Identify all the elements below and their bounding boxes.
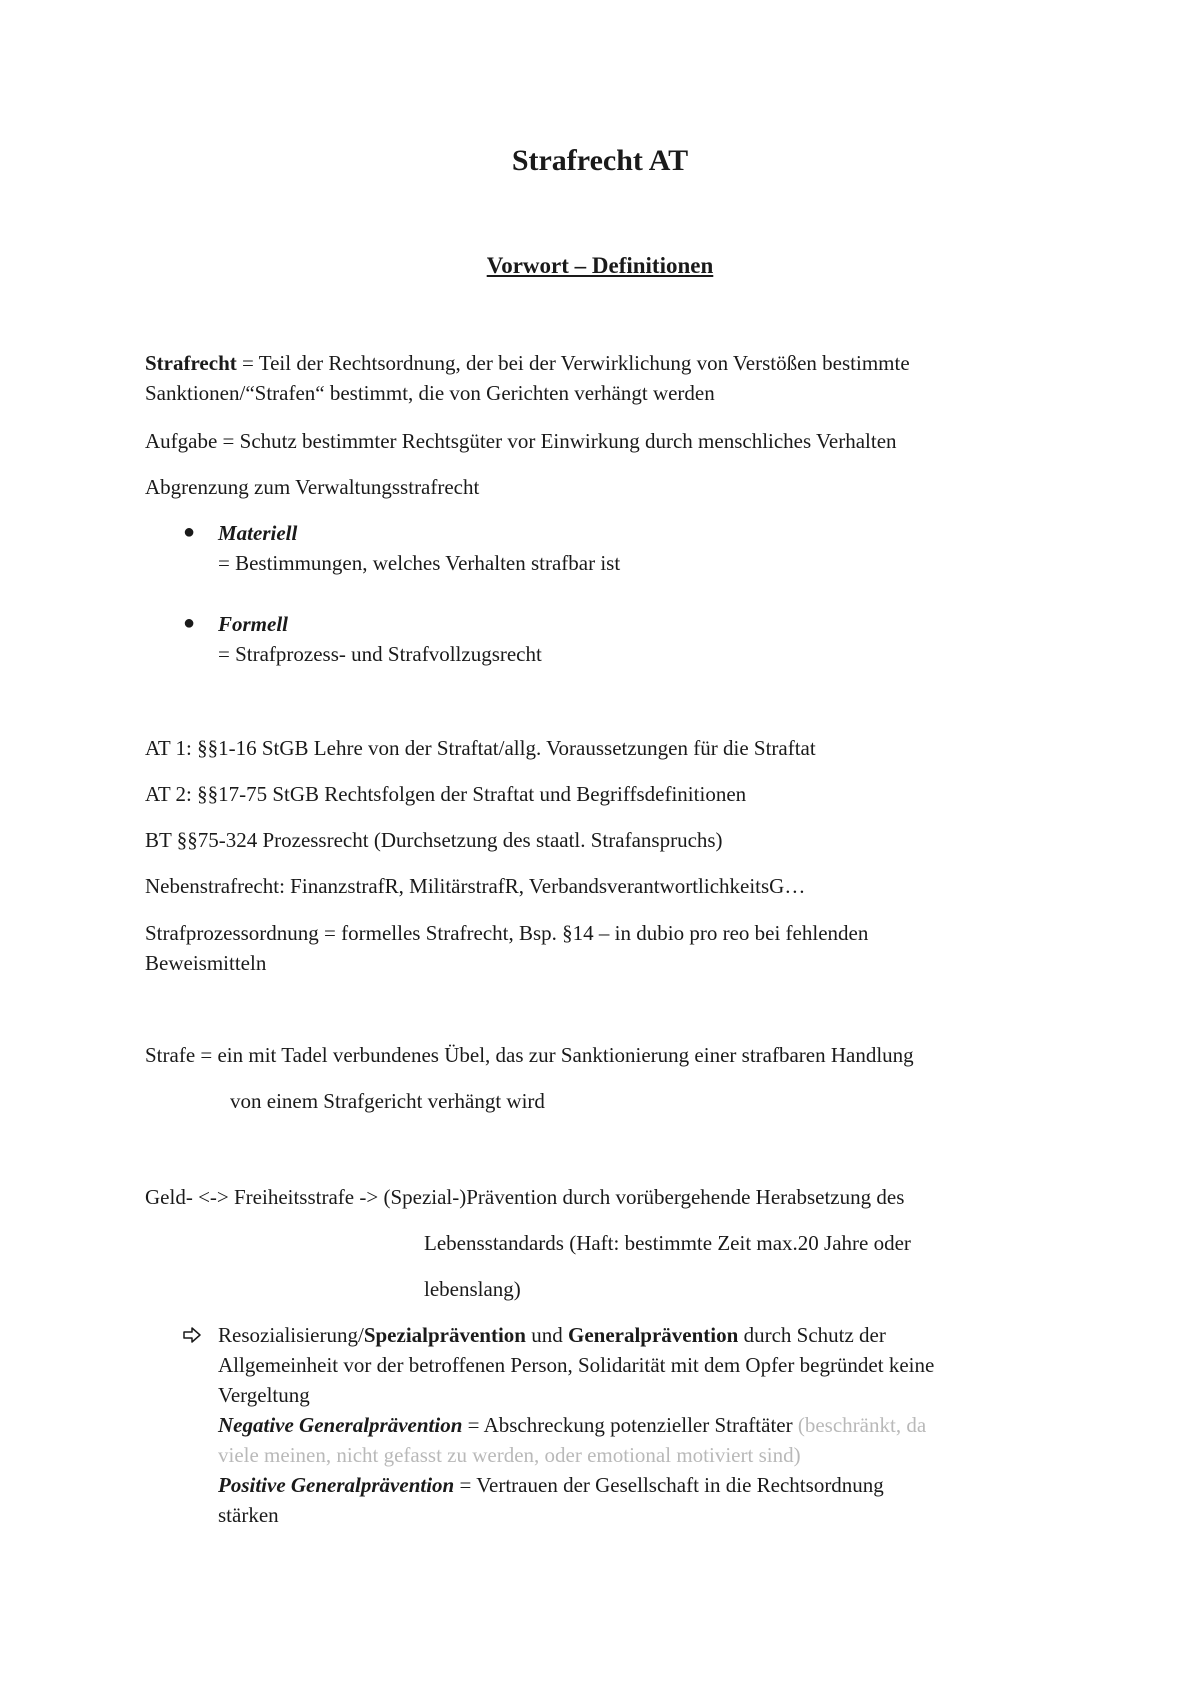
bt-line: BT §§75-324 Prozessrecht (Durchsetzung des staatl. Strafanspruchs) [145,828,723,852]
bullet-materiell [218,518,1078,548]
definition-text: = Teil der Rechtsordnung, der bei der Verwirklichung von Verstößen bestimmte [236,351,910,375]
term-negative-generalpraevention: Negative Generalprävention [218,1413,463,1437]
stpo-line2: Beweismitteln [145,951,267,975]
bullet-formell [218,609,1078,639]
nebenstrafrecht-line: Nebenstrafrecht: FinanzstrafR, MilitärstrafR, VerbandsverantwortlichkeitsG… [145,874,806,898]
bullet-materiell-text: = Bestimmungen, welches Verhalten strafbar ist [218,551,621,575]
definition-strafrecht [145,348,1065,378]
positive-generalpraevention-line2: stärken [218,1503,279,1527]
geld-line: Geld- <-> Freiheitsstrafe -> (Spezial-)Prävention durch vorübergehende Herabsetzung des [145,1185,905,1209]
bullet-term: Formell [218,612,289,636]
term-spezialpraevention: Spezialprävention [363,1323,526,1347]
geld-line2: Lebensstandards (Haft: bestimmte Zeit max.20 Jahre oder [424,1231,911,1255]
arrow-right-icon [182,1325,202,1345]
strafe-line: Strafe = ein mit Tadel verbundenes Übel, das zur Sanktionierung einer strafbaren Handlung [145,1043,914,1067]
aufgabe-line: Aufgabe = Schutz bestimmter Rechtsgüter vor Einwirkung durch menschliches Verhalten [145,429,897,453]
positive-generalpraevention: Positive Generalprävention = Vertrauen der Gesellschaft in die Rechtsordnung [218,1473,884,1497]
bullet-formell-text: = Strafprozess- und Strafvollzugsrecht [218,642,542,666]
at2-line: AT 2: §§17-75 StGB Rechtsfolgen der Straftat und Begriffsdefinitionen [145,782,747,806]
strafe-line2: von einem Strafgericht verhängt wird [230,1089,545,1113]
praevention-line3: Vergeltung [218,1383,310,1407]
geld-line3: lebenslang) [424,1277,521,1301]
praevention-line2: Allgemeinheit vor der betroffenen Person, Solidarität mit dem Opfer begründet keine [218,1353,935,1377]
page-title: Strafrecht AT [511,144,689,177]
stpo-line: Strafprozessordnung = formelles Strafrecht, Bsp. §14 – in dubio pro reo bei fehlenden [145,921,869,945]
bullet-dot-icon: ● [183,521,196,543]
at1-line: AT 1: §§1-16 StGB Lehre von der Straftat/allg. Voraussetzungen für die Straftat [145,736,816,760]
praevention-line1: Resozialisierung/Spezialprävention und Generalprävention durch Schutz der [218,1323,886,1347]
bullet-dot-icon: ● [183,612,196,634]
definition-strafrecht-line2: Sanktionen/“Strafen“ bestimmt, die von Gerichten verhängt werden [145,381,715,405]
bullet-term: Materiell [218,521,298,545]
term-strafrecht: Strafrecht [145,351,237,375]
negative-generalpraevention: Negative Generalprävention = Abschreckung potenzieller Straftäter (beschränkt, da [218,1413,927,1437]
gray-note: (beschränkt, da [797,1413,927,1437]
gray-note-line2: viele meinen, nicht gefasst zu werden, oder emotional motiviert sind) [218,1443,801,1467]
abgrenzung-line: Abgrenzung zum Verwaltungsstrafrecht [145,475,480,499]
term-positive-generalpraevention: Positive Generalprävention [218,1473,455,1497]
section-heading: Vorwort – Definitionen [486,253,714,278]
term-generalpraevention: Generalprävention [568,1323,739,1347]
